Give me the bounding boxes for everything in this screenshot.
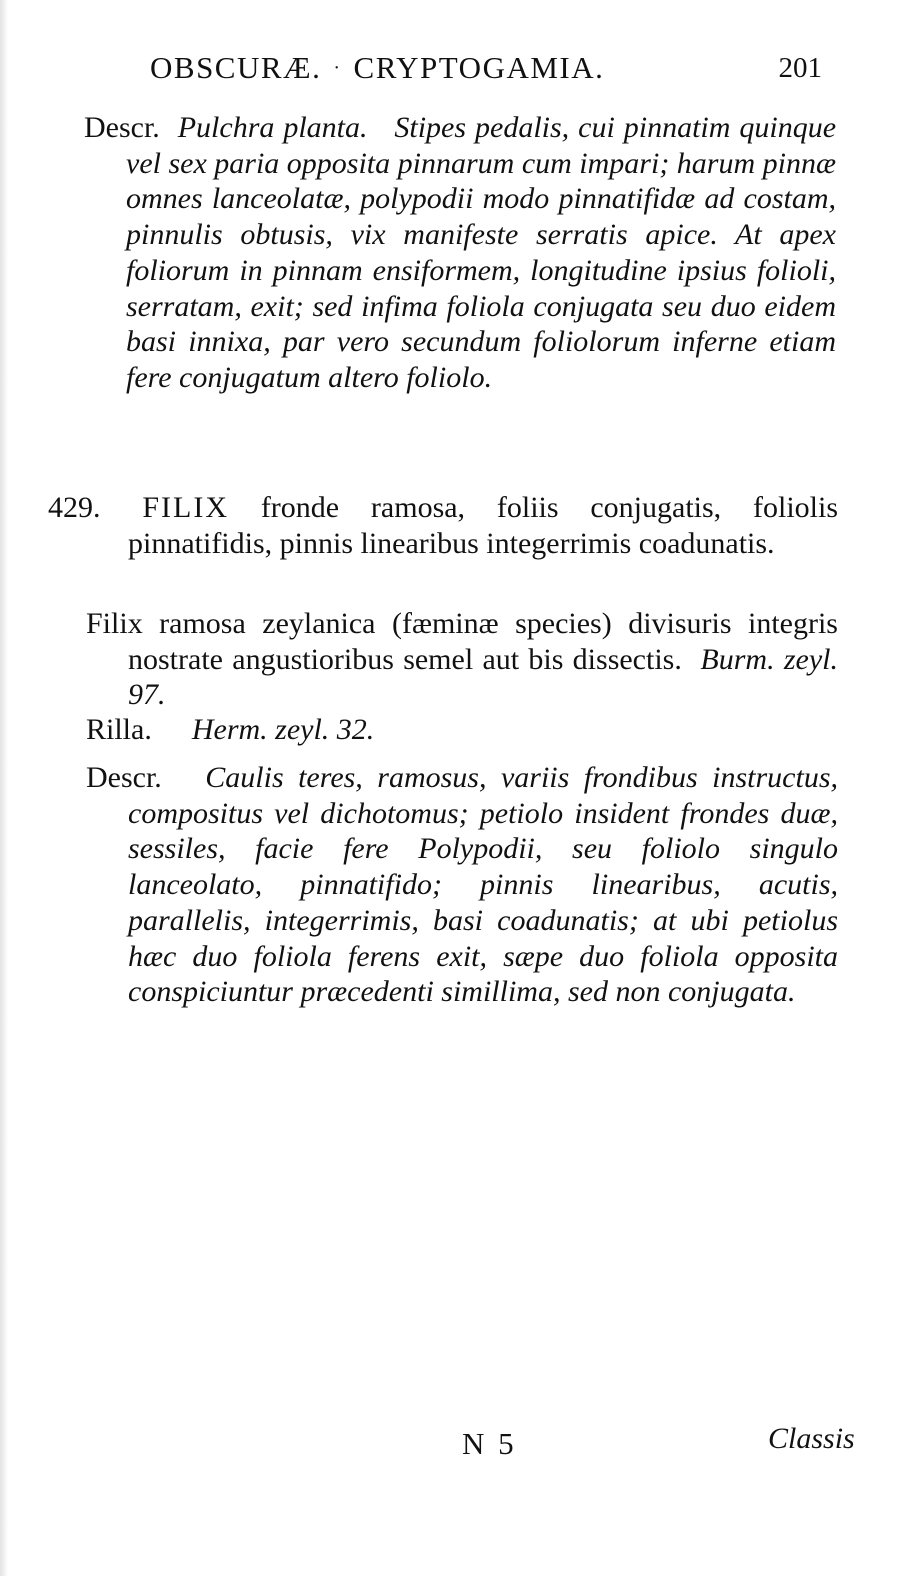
synonym-hermann (86, 712, 838, 748)
running-head-left: OBSCURÆ. (150, 50, 322, 85)
descr-text: Caulis teres, ramosus, variis frondibus instructus, compositus vel dichotomus; petiolo insident frondes duæ, sessiles, facie fere Polypodii, seu foliolo singulo lanceolato, pinnatifido; pinnis linearibus, acutis, parallelis, integerrimis, basi coadunatis; at ubi petiolus hæc duo foliola ferens exit, sæpe duo foliola opposita conspiciuntur præcedenti simillima, sed non conjugata. (128, 761, 838, 1009)
page-number: 201 (778, 52, 822, 84)
catchword: Classis (768, 1422, 855, 1455)
description-previous-entry (84, 110, 836, 396)
description-entry-429 (86, 760, 838, 1010)
signature-mark: N 5 (462, 1426, 517, 1461)
entry-429-diagnosis (48, 490, 838, 561)
synonym-reference: Herm. zeyl. 32. (191, 713, 375, 746)
descr-intro: Pulchra planta. (177, 111, 368, 144)
diagnosis-text: fronde ramosa, foliis conjugatis, foliolis pinnatifidis, pinnis linearibus integerrimis coadunatis. (128, 491, 839, 560)
descr-text: Stipes pedalis, cui pinnatim quinque vel sex paria opposita pinnarum cum impari; harum pinnæ omnes lanceolatæ, polypodii modo pinnatifidæ ad costam, pinnulis obtusis, vix manifeste serratis apice. At apex foliorum in pinnam ensiformem, longitudine ipsius folioli, serratam, exit; sed infima foliola conjugata seu duo eidem basi innixa, par vero secundum foliolorum inferne etiam fere conjugatum altero foliolo. (126, 111, 837, 394)
synonym-text: Filix ramosa zeylanica (fæminæ species) divisuris integris nostrate angustioribus semel aut bis dissectis. (86, 607, 838, 676)
running-head-right: CRYPTOGAMIA. (353, 50, 605, 85)
synonym-text: Rilla. (86, 713, 152, 746)
page-header (150, 50, 830, 94)
descr-label: Descr. (86, 761, 162, 794)
synonym-burman (86, 606, 838, 713)
entry-number: 429. (48, 491, 101, 524)
descr-label: Descr. (84, 111, 160, 144)
running-head (150, 50, 604, 86)
synonym-reference: Burm. zeyl. 97. (128, 642, 839, 712)
genus-name: FILIX (142, 491, 229, 524)
running-head-separator: · (333, 57, 342, 79)
page-edge-shadow (0, 0, 8, 1576)
